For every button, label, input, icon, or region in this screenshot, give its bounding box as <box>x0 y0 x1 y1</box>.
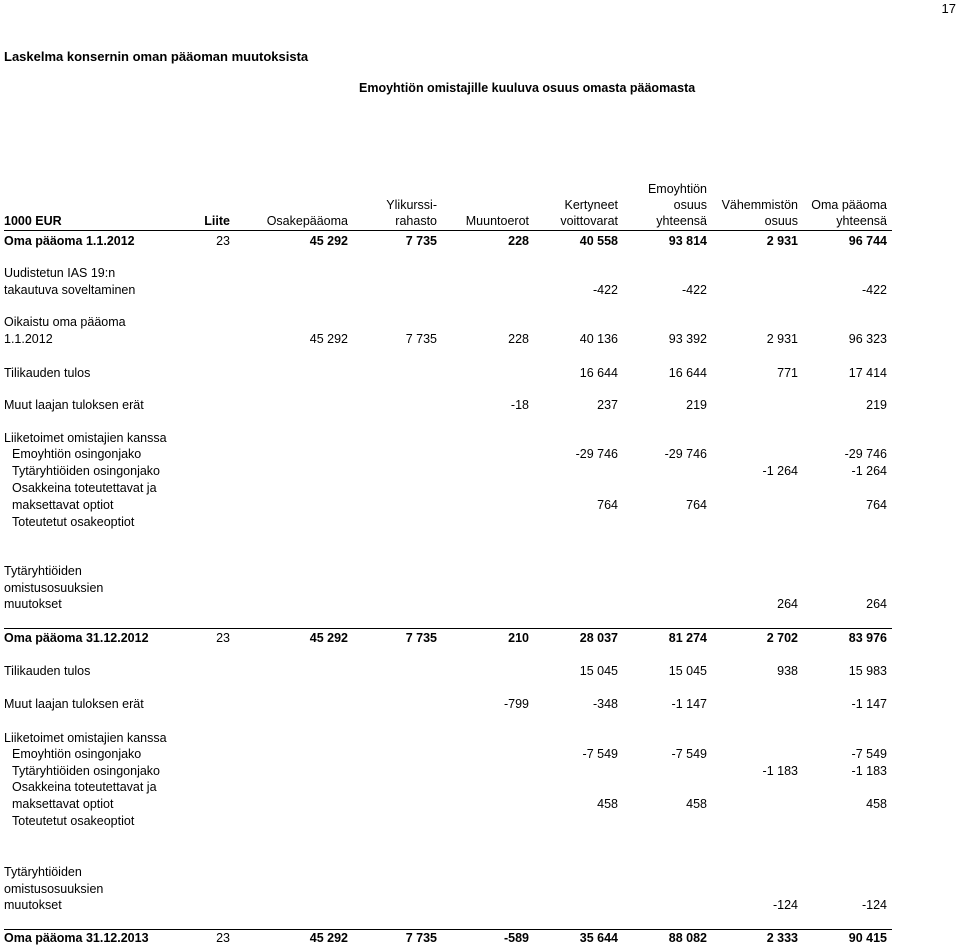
table-cell: -1 264 <box>851 464 887 478</box>
table-cell: -7 549 <box>671 747 707 761</box>
table-cell: 90 415 <box>848 931 887 945</box>
table-cell: 16 644 <box>579 366 618 380</box>
table-cell: 23 <box>216 931 230 945</box>
header-oma-line1: Oma pääoma <box>811 198 887 212</box>
table-cell: 2 333 <box>766 931 798 945</box>
table-cell: 45 292 <box>309 331 348 346</box>
table-cell: -1 183 <box>762 764 798 778</box>
table-cell: -124 <box>861 898 887 912</box>
table-cell: 40 558 <box>579 234 618 248</box>
table-cell: 219 <box>686 398 707 412</box>
table-cell: -124 <box>772 898 798 912</box>
row-label: Liiketoimet omistajien kanssa <box>4 731 167 745</box>
row-label: Muut laajan tuloksen erät <box>4 398 144 412</box>
row-label: Tilikauden tulos <box>4 664 91 678</box>
header-muuntoerot: Muuntoerot <box>465 214 529 228</box>
row-label: takautuva soveltaminen <box>4 282 136 297</box>
row-label: Osakkeina toteutettavat ja <box>12 481 157 495</box>
row-label: Tytäryhtiöiden <box>4 865 82 879</box>
row-label: Tilikauden tulos <box>4 366 91 380</box>
table-cell: 45 292 <box>309 931 348 945</box>
row-label: Tytäryhtiöiden osingonjako <box>12 764 161 778</box>
row-label: Emoyhtiön osingonjako <box>12 447 142 461</box>
row-label: Osakkeina toteutettavat ja <box>12 780 157 794</box>
table-cell: -18 <box>510 398 529 412</box>
table-cell: -29 746 <box>844 447 887 461</box>
row-label: maksettavat optiot <box>12 497 114 512</box>
table-cell: 45 292 <box>309 631 348 645</box>
table-cell: -422 <box>681 282 707 297</box>
header-osakepaaoma: Osakepääoma <box>266 214 348 228</box>
table-cell: 2 702 <box>766 631 798 645</box>
table-cell: 17 414 <box>848 366 887 380</box>
table-cell: 88 082 <box>668 931 707 945</box>
row-label: 1.1.2012 <box>4 331 53 346</box>
table-cell: 264 <box>777 597 798 611</box>
table-cell: 264 <box>866 597 887 611</box>
header-vahemmisto-line2: osuus <box>764 214 798 228</box>
table-cell: 210 <box>508 631 529 645</box>
table-cell: 40 136 <box>579 331 618 346</box>
header-emo-line3: yhteensä <box>656 214 707 228</box>
table-cell: -29 746 <box>664 447 707 461</box>
table-cell: 237 <box>597 398 618 412</box>
table-cell: 15 983 <box>848 664 887 678</box>
row-label: Oikaistu oma pääoma <box>4 315 126 329</box>
row-label: Tytäryhtiöiden osingonjako <box>12 464 161 478</box>
table-cell: -1 183 <box>851 764 887 778</box>
table-cell: -1 264 <box>762 464 798 478</box>
table-cell: 228 <box>508 234 529 248</box>
table-cell: 7 735 <box>405 631 437 645</box>
table-cell: -422 <box>592 282 618 297</box>
table-cell: -1 147 <box>851 697 887 711</box>
table-cell: 458 <box>866 796 887 811</box>
table-cell: 228 <box>508 331 529 346</box>
header-emo-line1: Emoyhtiön <box>647 182 707 196</box>
row-label: muutokset <box>4 898 62 912</box>
table-cell: 938 <box>777 664 798 678</box>
row-label: maksettavat optiot <box>12 796 114 811</box>
table-cell: 83 976 <box>848 631 887 645</box>
table-cell: 23 <box>216 234 230 248</box>
table-cell: 93 392 <box>668 331 707 346</box>
row-label: Oma pääoma 1.1.2012 <box>4 234 135 248</box>
table-cell: -1 147 <box>671 697 707 711</box>
row-label: omistusosuuksien <box>4 881 104 896</box>
table-cell: 81 274 <box>668 631 707 645</box>
row-label: Uudistetun IAS 19:n <box>4 266 116 280</box>
row-label: Toteutetut osakeoptiot <box>12 515 135 529</box>
row-label: Emoyhtiön osingonjako <box>12 747 142 761</box>
table-cell: -348 <box>592 697 618 711</box>
header-vahemmisto-line1: Vähemmistön <box>721 198 798 212</box>
table-cell: -422 <box>861 282 887 297</box>
table-cell: 219 <box>866 398 887 412</box>
rule-2012 <box>4 628 892 629</box>
header-emo-line2: osuus <box>673 198 707 212</box>
table-cell: 15 045 <box>668 664 707 678</box>
table-cell: 16 644 <box>668 366 707 380</box>
rule-2013 <box>4 929 892 930</box>
row-label: omistusosuuksien <box>4 580 104 595</box>
table-cell: 771 <box>777 366 798 380</box>
table-cell: -29 746 <box>575 447 618 461</box>
table-cell: 764 <box>686 497 707 512</box>
group-header: Emoyhtiön omistajille kuuluva osuus omasta pääomasta <box>359 81 696 95</box>
header-ylikurssi-line2: rahasto <box>395 214 437 228</box>
table-cell: 15 045 <box>579 664 618 678</box>
row-label: muutokset <box>4 597 62 611</box>
table-cell: 96 744 <box>848 234 887 248</box>
table-cell: 96 323 <box>848 331 887 346</box>
table-cell: 7 735 <box>405 234 437 248</box>
table-cell: 458 <box>597 796 618 811</box>
row-label: Tytäryhtiöiden <box>4 564 82 578</box>
row-label: Muut laajan tuloksen erät <box>4 697 144 711</box>
table-cell: -589 <box>503 931 529 945</box>
table-cell: -7 549 <box>582 747 618 761</box>
table-cell: 23 <box>216 631 230 645</box>
page-number: 17 <box>941 1 956 16</box>
table-cell: 764 <box>597 497 618 512</box>
row-label: Toteutetut osakeoptiot <box>12 814 135 828</box>
document-title: Laskelma konsernin oman pääoman muutoksista <box>4 49 309 64</box>
header-unit: 1000 EUR <box>4 214 62 228</box>
table-cell: 93 814 <box>668 234 707 248</box>
table-cell: 28 037 <box>579 631 618 645</box>
table-cell: 2 931 <box>766 331 798 346</box>
table-cell: 45 292 <box>309 234 348 248</box>
header-liite: Liite <box>204 214 230 228</box>
table-cell: -7 549 <box>851 747 887 761</box>
row-label: Oma pääoma 31.12.2013 <box>4 931 149 945</box>
header-kertyneet-line2: voittovarat <box>560 214 618 228</box>
header-kertyneet-line1: Kertyneet <box>564 198 618 212</box>
table-cell: 458 <box>686 796 707 811</box>
table-cell: 764 <box>866 497 887 512</box>
header-ylikurssi-line1: Ylikurssi- <box>386 198 437 212</box>
table-cell: 2 931 <box>766 234 798 248</box>
table-cell: 35 644 <box>579 931 618 945</box>
table-cell: 7 735 <box>405 331 437 346</box>
table-cell: 7 735 <box>405 931 437 945</box>
table-cell: -799 <box>503 697 529 711</box>
row-label: Oma pääoma 31.12.2012 <box>4 631 149 645</box>
header-rule <box>4 230 892 231</box>
header-oma-line2: yhteensä <box>836 214 887 228</box>
row-label: Liiketoimet omistajien kanssa <box>4 431 167 445</box>
